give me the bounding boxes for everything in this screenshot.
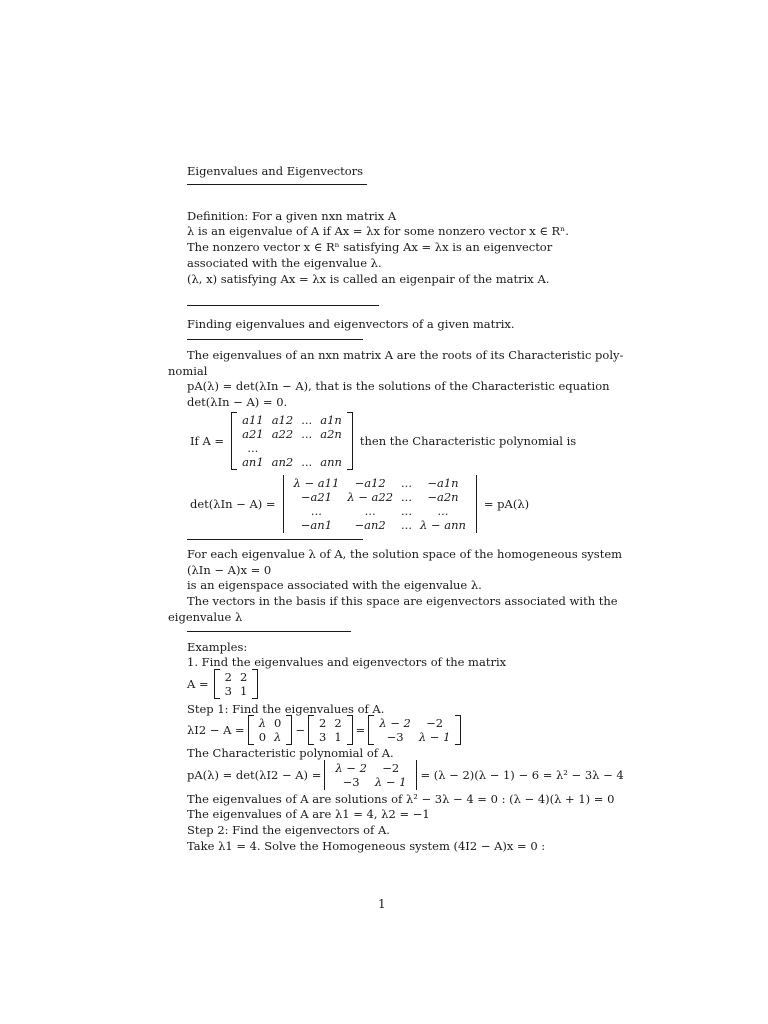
paragraph-line: is an eigenspace associated with the eigenvalue λ. [187,578,482,592]
paragraph-line: nomial [168,364,208,378]
paragraph-line: The vectors in the basis if this space are eigenvectors associated with the [187,594,618,608]
li2-label: λI2 − A = [187,723,245,737]
matrix-cell [268,441,298,455]
paragraph-line: The Characteristic polynomial of A. [187,746,394,760]
matrix-cell: −a1n [427,476,459,490]
matrix-cell: λ [258,716,267,730]
matrix-cell: λ − 1 [374,775,407,789]
paragraph-line: For each eigenvalue λ of A, the solution space of the homogeneous system [187,547,623,561]
matrix-cell [297,441,316,455]
step-heading: Step 2: Find the eigenvectors of A. [187,823,390,837]
matrix-cell: ... [301,413,313,427]
equals-sign: = [355,723,366,737]
matrix-cell: 3 [319,730,327,744]
section-heading: Finding eigenvalues and eigenvectors of a given matrix. [187,317,515,331]
det-result: = pA(λ) [483,497,530,511]
matrix-cell: 2 [319,716,327,730]
matrix-cell: a12 [271,413,294,427]
matrix-cell: 2 [334,716,342,730]
section-rule [187,305,379,306]
matrix-cell: −an1 [300,518,333,532]
matrix-cell: −a2n [427,490,459,504]
matrix-cell: ... [401,476,412,490]
matrix-cell: −3 [342,775,360,789]
paragraph-line: The eigenvalues of an nxn matrix A are the roots of its Characteristic poly- [187,348,624,362]
definition-line: The nonzero vector x ∈ Rⁿ satisfying Ax = λx is an eigenvector [187,240,553,254]
matrix-a [231,412,353,470]
matrix-cell: 2 [224,670,232,684]
matrix-cell: ... [301,455,313,469]
example-prompt: 1. Find the eigenvalues and eigenvectors of the matrix [187,655,507,669]
definition-line: λ is an eigenvalue of A if Ax = λx for some nonzero vector x ∈ Rⁿ. [187,224,569,238]
matrix-cell: 0 [258,730,267,744]
title-rule [187,184,367,185]
page-number: 1 [378,897,386,911]
section-rule [187,539,363,540]
matrix-cell: −a21 [300,490,332,504]
matrix-cell: ... [401,490,412,504]
matrix-cell: an1 [242,455,264,469]
matrix-cell: ann [320,455,342,469]
matrix-cell: 1 [239,684,248,698]
section-rule [187,339,363,340]
example-matrix-row [187,668,258,700]
li2-minus-a-row [187,714,461,746]
matrix-cell [316,441,346,455]
matrix-cell: ... [364,504,376,518]
matrix-cell: λ − 1 [418,730,451,744]
matrix-cell: a1n [320,413,342,427]
matrix-cell: an2 [271,455,294,469]
example-matrix [214,669,259,699]
difference-matrix [368,715,461,745]
paragraph-line: The eigenvalues of A are λ1 = 4, λ2 = −1 [187,807,430,821]
matrix-cell: 1 [334,730,342,744]
matrix-cell: λ − 2 [335,761,367,775]
matrix-cell: −an2 [354,518,386,532]
definition-line: Definition: For a given nxn matrix A [187,209,397,223]
matrix-cell: 0 [274,716,282,730]
det-label: det(λIn − A) = [190,497,276,511]
examples-heading: Examples: [187,640,248,654]
pa-result: = (λ − 2)(λ − 1) − 6 = λ² − 3λ − 4 [420,768,624,782]
if-a-label: If A = [190,434,225,448]
matrix-cell: λ − a11 [293,476,340,490]
matrix-cell: ... [247,441,259,455]
section-rule [187,631,351,632]
matrix-cell: λ − a22 [347,490,394,504]
lambda-matrix [248,715,293,745]
paragraph-line: (λIn − A)x = 0 [187,563,272,577]
matrix-cell: −3 [386,730,404,744]
definition-line: (λ, x) satisfying Ax = λx is called an eigenpair of the matrix A. [187,272,550,286]
page-title: Eigenvalues and Eigenvectors [187,164,364,178]
matrix-cell: λ [274,730,282,744]
step-heading: Step 1: Find the eigenvalues of A. [187,702,385,716]
matrix-cell: 2 [239,670,248,684]
example-matrix-copy [308,715,353,745]
matrix-cell: a11 [242,413,264,427]
matrix-cell: a22 [271,427,294,441]
det-matrix [283,475,477,533]
matrix-cell: ... [401,518,412,532]
matrix-a-row [187,410,579,472]
matrix-cell: ... [301,427,313,441]
char-poly-row [187,759,627,791]
matrix-cell: λ − ann [419,518,466,532]
paragraph-line: The eigenvalues of A are solutions of λ² − 3λ − 4 = 0 : (λ − 4)(λ + 1) = 0 [187,792,615,806]
det-matrix-row [187,472,532,536]
char-poly-determinant [324,760,417,790]
matrix-cell: −2 [426,716,444,730]
matrix-cell: a2n [320,427,342,441]
minus-sign: − [295,723,305,737]
paragraph-line: det(λIn − A) = 0. [187,395,288,409]
matrix-cell: ... [310,504,322,518]
matrix-cell: ... [437,504,449,518]
matrix-cell: −2 [382,761,400,775]
paragraph-line: pA(λ) = det(λIn − A), that is the solutions of the Characteristic equation [187,379,610,393]
matrix-cell: −a12 [354,476,386,490]
matrix-cell: λ − 2 [379,716,411,730]
paragraph-line: Take λ1 = 4. Solve the Homogeneous system (4I2 − A)x = 0 : [187,839,546,853]
matrix-cell: a21 [242,427,264,441]
a-eq-label: A = [187,677,209,691]
paragraph-line: eigenvalue λ [168,610,243,624]
definition-line: associated with the eigenvalue λ. [187,256,382,270]
pa-label: pA(λ) = det(λI2 − A) = [187,768,322,782]
then-text: then the Characteristic polynomial is [359,434,577,448]
matrix-cell: 3 [224,684,232,698]
matrix-cell: ... [401,504,412,518]
